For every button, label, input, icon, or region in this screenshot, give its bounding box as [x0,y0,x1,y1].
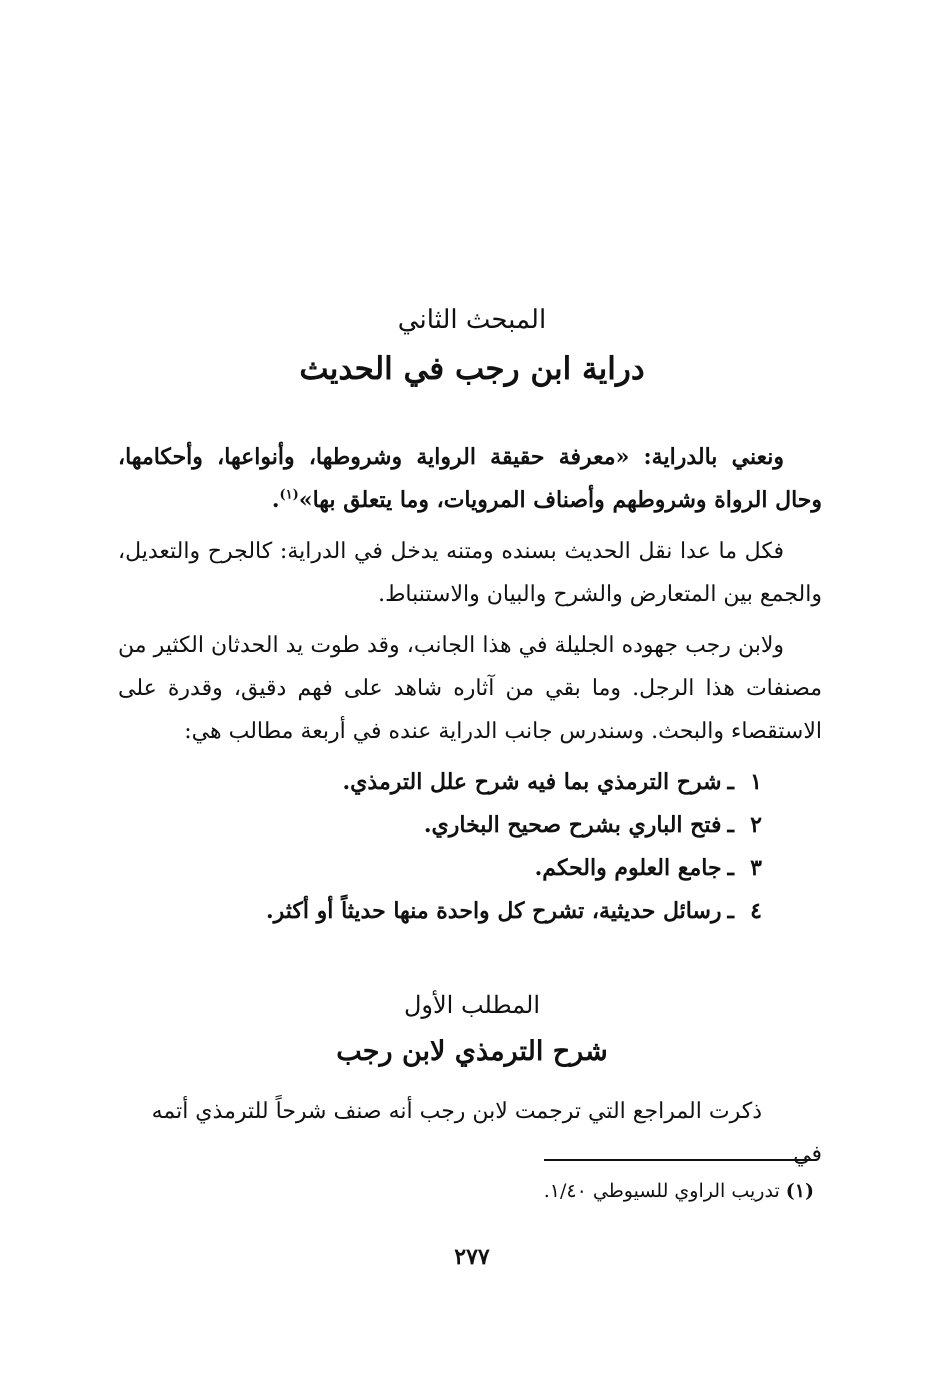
footnote-divider [544,1159,814,1161]
list-item-text: شرح الترمذي بما فيه شرح علل الترمذي. [342,769,722,795]
list-item-dash: ـ [727,855,734,881]
paragraph-definition [118,436,822,522]
list-item-text: فتح الباري بشرح صحيح البخاري. [423,812,722,838]
list-item-dash: ـ [727,898,734,924]
paragraph-continuation: ذكرت المراجع التي ترجمت لابن رجب أنه صنف شرحاً للترمذي أتمه في [151,1099,822,1167]
footnote-text: تدريب الراوي للسيوطي ١/٤٠. [543,1180,780,1202]
list-item-number: ٤ [750,898,762,924]
list-item-dash: ـ [727,769,734,795]
list-item-dash: ـ [727,812,734,838]
section-title: دراية ابن رجب في الحديث [299,351,645,387]
list-item [118,890,762,933]
page-number: ٢٧٧ [454,1244,490,1270]
footnote-reference[interactable]: (١) [279,487,299,503]
list-item-number: ٢ [750,812,762,838]
subsection-title: شرح الترمذي لابن رجب [336,1036,608,1067]
section-label: المبحث الثاني [397,305,547,335]
body-text [118,436,822,933]
footnote [118,1174,814,1208]
list-item [118,761,762,804]
list-item-number: ٣ [750,855,762,881]
list-item-text: رسائل حديثية، تشرح كل واحدة منها حديثاً أو أكثر. [266,898,722,924]
footnote-mark: (١) [785,1180,814,1202]
topics-list [118,761,822,933]
list-item-text: جامع العلوم والحكم. [534,855,722,881]
list-item [118,847,762,890]
paragraph-definition-text: ونعني بالدراية: «معرفة حقيقة الرواية وشروطها، وأنواعها، وأحكامها، وحال الرواة وشروطهم وأصناف المرويات، وما يتعلق بها» [118,444,822,513]
paragraph-scope: فكل ما عدا نقل الحديث بسنده ومتنه يدخل في الدراية: كالجرح والتعديل، والجمع بين المتعارض والشرح والبيان والاستنباط. [118,539,822,607]
list-item-number: ١ [750,769,762,795]
paragraph-efforts: ولابن رجب جهوده الجليلة في هذا الجانب، وقد طوت يد الحدثان الكثير من مصنفات هذا الرجل. وما بقي من آثاره شاهد على فهم دقيق، وقدرة على الاستقصاء والبحث. وسندرس جانب الدراية عنده في أربعة مطالب هي: [118,633,822,744]
subsection-label: المطلب الأول [403,991,541,1019]
paragraph-definition-end: . [271,487,280,513]
list-item [118,804,762,847]
